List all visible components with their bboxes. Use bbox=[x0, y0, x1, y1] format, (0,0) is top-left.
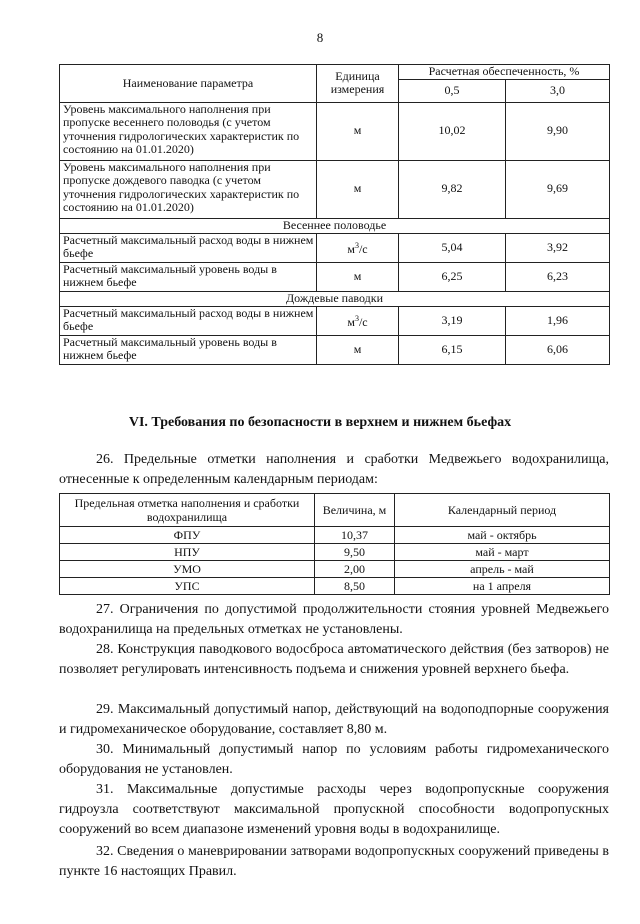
table-row bbox=[60, 306, 610, 335]
table-row bbox=[60, 262, 610, 291]
header-limit-mark: Предельная отметка наполнения и сработки водохранилища bbox=[60, 494, 315, 527]
param-value-3-0: 9,90 bbox=[506, 102, 610, 160]
section-heading: VI. Требования по безопасности в верхнем и нижнем бьефах bbox=[128, 415, 512, 430]
table-row bbox=[60, 233, 610, 262]
param-value-0-5: 6,25 bbox=[399, 262, 506, 291]
level-period: май - март bbox=[395, 544, 610, 561]
level-value: 9,50 bbox=[315, 544, 395, 561]
table-row bbox=[60, 544, 610, 561]
param-value-3-0: 9,69 bbox=[506, 160, 610, 218]
header-prob-3-0: 3,0 bbox=[506, 79, 610, 102]
param-value-0-5: 10,02 bbox=[399, 102, 506, 160]
param-value-0-5: 5,04 bbox=[399, 233, 506, 262]
level-value: 8,50 bbox=[315, 578, 395, 595]
param-value-0-5: 3,19 bbox=[399, 306, 506, 335]
param-name: Расчетный максимальный уровень воды в нижнем бьефе bbox=[60, 262, 317, 291]
level-period: май - октябрь bbox=[395, 527, 610, 544]
table-row bbox=[60, 527, 610, 544]
param-value-0-5: 6,15 bbox=[399, 335, 506, 364]
paragraph-32: 32. Сведения о маневрировании затворами водопропускных сооружений приведены в пункте 16 настоящих Правил. bbox=[59, 844, 609, 879]
table-row bbox=[60, 160, 610, 218]
paragraph-29: 29. Максимальный допустимый напор, действующий на водоподпорные сооружения и гидромеханическое оборудование, составляет 8,80 м. bbox=[59, 702, 609, 737]
table-row bbox=[60, 335, 610, 364]
paragraph-26: 26. Предельные отметки наполнения и сработки Медвежьего водохранилища, отнесенные к определенным календарным периодам: bbox=[59, 452, 609, 487]
param-unit: м bbox=[317, 335, 399, 364]
level-mark: УПС bbox=[60, 578, 315, 595]
header-prob-0-5: 0,5 bbox=[399, 79, 506, 102]
level-mark: УМО bbox=[60, 561, 315, 578]
param-value-0-5: 9,82 bbox=[399, 160, 506, 218]
param-name: Расчетный максимальный расход воды в нижнем бьефе bbox=[60, 306, 317, 335]
level-period: апрель - май bbox=[395, 561, 610, 578]
level-mark: ФПУ bbox=[60, 527, 315, 544]
table-row bbox=[60, 578, 610, 595]
level-value: 10,37 bbox=[315, 527, 395, 544]
param-unit: $м^3/с$ bbox=[317, 306, 399, 335]
header-value: Величина, м bbox=[315, 494, 395, 527]
param-value-3-0: 3,92 bbox=[506, 233, 610, 262]
level-value: 2,00 bbox=[315, 561, 395, 578]
paragraph-30: 30. Минимальный допустимый напор по условиям работы гидромеханического оборудования не установлен. bbox=[59, 742, 609, 777]
param-unit: $м^3/с$ bbox=[317, 233, 399, 262]
paragraph-28: 28. Конструкция паводкового водосброса автоматического действия (без затворов) не позволяет регулировать интенсивность подъема и снижения уровней верхнего бьефа. bbox=[59, 642, 609, 677]
param-name: Уровень максимального наполнения при пропуске весеннего половодья (с учетом уточнения гидрологических характеристик по состоянию на 01.01.2020) bbox=[60, 102, 317, 160]
param-name: Расчетный максимальный уровень воды в нижнем бьефе bbox=[60, 335, 317, 364]
param-value-3-0: 6,06 bbox=[506, 335, 610, 364]
header-period: Календарный период bbox=[395, 494, 610, 527]
parameters-table bbox=[59, 64, 610, 365]
param-value-3-0: 6,23 bbox=[506, 262, 610, 291]
paragraph-27: 27. Ограничения по допустимой продолжительности стояния уровней Медвежьего водохранилища на предельных отметках не установлены. bbox=[59, 602, 609, 637]
table-row bbox=[60, 561, 610, 578]
table-row bbox=[60, 102, 610, 160]
param-name: Уровень максимального наполнения при пропуске дождевого паводка (с учетом уточнения гидрологических характеристик по состоянию на 01.01.2020) bbox=[60, 160, 317, 218]
param-value-3-0: 1,96 bbox=[506, 306, 610, 335]
header-parameter-name: Наименование параметра bbox=[60, 65, 317, 103]
section-spring-flood: Весеннее половодье bbox=[60, 218, 610, 233]
param-unit: м bbox=[317, 160, 399, 218]
paragraph-31: 31. Максимальные допустимые расходы через водопропускные сооружения гидроузла соответствуют максимальной пропускной способности водопропускных сооружений во всем диапазоне изменений уровня воды в водохранилище. bbox=[59, 782, 609, 837]
section-rain-floods: Дождевые паводки bbox=[60, 291, 610, 306]
param-unit: м bbox=[317, 102, 399, 160]
param-unit: м bbox=[317, 262, 399, 291]
page-number: 8 bbox=[316, 30, 324, 45]
level-period: на 1 апреля bbox=[395, 578, 610, 595]
header-unit: Единица измерения bbox=[317, 65, 399, 103]
level-mark: НПУ bbox=[60, 544, 315, 561]
header-probability: Расчетная обеспеченность, % bbox=[399, 65, 610, 80]
param-name: Расчетный максимальный расход воды в нижнем бьефе bbox=[60, 233, 317, 262]
levels-table bbox=[59, 493, 610, 595]
